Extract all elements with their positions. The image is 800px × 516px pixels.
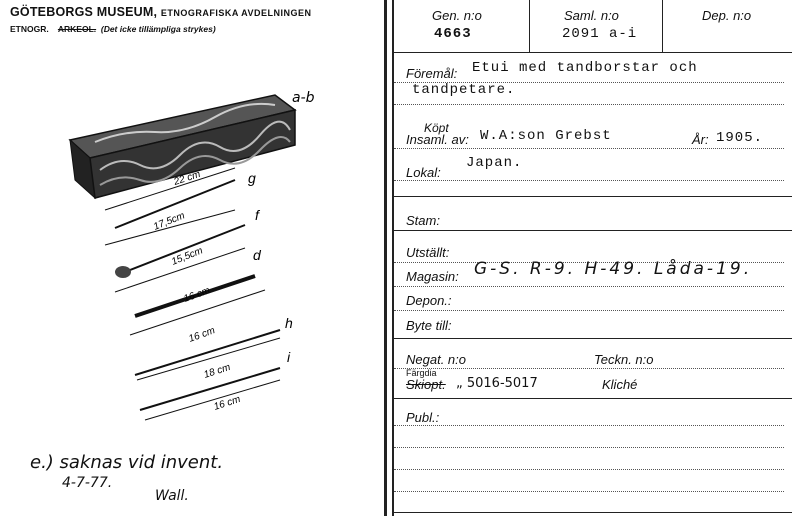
strike-note: (Det icke tillämpliga strykes) <box>100 24 216 34</box>
item-letter: h <box>285 315 293 331</box>
ar-value: 1905. <box>716 130 764 146</box>
dep-label: Dep. n:o <box>702 8 752 23</box>
foremal-value-cont: tandpetare. <box>412 82 516 98</box>
stam-label: Stam: <box>406 213 440 228</box>
ar-label: År: <box>692 132 709 147</box>
lokal-value: Japan. <box>466 155 523 171</box>
byte-label: Byte till: <box>406 318 452 333</box>
item-letter: g <box>248 170 256 186</box>
department-name: ETNOGRAFISKA AVDELNINGEN <box>160 8 312 18</box>
foremal-value: Etui med tandborstar och <box>472 60 698 76</box>
gen-label: Gen. n:o <box>432 8 482 23</box>
item-letter: d <box>253 247 261 263</box>
insaml-value: W.A:son Grebst <box>480 128 612 144</box>
skiopt-label: Skiopt. <box>406 377 446 392</box>
lokal-label: Lokal: <box>406 165 441 180</box>
length-label: 16 cm <box>182 285 212 305</box>
label-ab: a-b <box>292 90 315 106</box>
object-drawing <box>55 80 355 440</box>
number-row <box>394 0 792 53</box>
inventory-note: e.) saknas vid invent. <box>30 452 224 473</box>
arkeol-label: ARKEOL. <box>57 24 97 34</box>
foremal-label: Föremål: <box>406 66 458 81</box>
fargdia-note: Färgdia <box>406 368 437 378</box>
kliche-label: Kliché <box>602 377 638 392</box>
kopt-note: Köpt <box>424 121 449 135</box>
length-label: 18 cm <box>202 361 232 381</box>
item-letter: i <box>287 349 291 365</box>
gen-value: 4663 <box>434 26 472 42</box>
inventory-date: 4-7-77. <box>62 475 113 491</box>
length-label: 17,5cm <box>152 210 187 233</box>
depon-label: Depon.: <box>406 293 452 308</box>
magasin-value: G-S. R-9. H-49. Låda-19. <box>474 259 753 279</box>
insaml-label: Insaml. av: <box>406 132 469 147</box>
length-label: 16 cm <box>212 393 242 413</box>
magasin-label: Magasin: <box>406 269 459 284</box>
length-label: 16 cm <box>187 325 217 345</box>
negat-label: Negat. n:o <box>406 352 466 367</box>
saml-value: 2091 a-i <box>562 26 638 42</box>
teckn-label: Teckn. n:o <box>594 352 654 367</box>
museum-name: GÖTEBORGS MUSEUM, <box>10 5 158 19</box>
length-label: 15,5cm <box>170 245 205 268</box>
signature: Wall. <box>155 488 189 504</box>
museum-header <box>10 5 312 19</box>
utstallt-label: Utställt: <box>406 245 450 260</box>
saml-label: Saml. n:o <box>564 8 619 23</box>
card-divider <box>384 0 387 516</box>
skiopt-value: „ 5016-5017 <box>456 376 538 391</box>
dimension-line <box>145 380 280 420</box>
catalog-card <box>394 0 792 516</box>
publ-label: Publ.: <box>406 410 440 425</box>
etnogr-label: ETNOGR. <box>10 24 49 34</box>
category-line <box>10 24 216 34</box>
toothbrush-f <box>125 225 245 272</box>
brush-head <box>115 266 131 278</box>
item-letter: f <box>255 207 259 223</box>
length-label: 22 cm <box>172 168 202 188</box>
